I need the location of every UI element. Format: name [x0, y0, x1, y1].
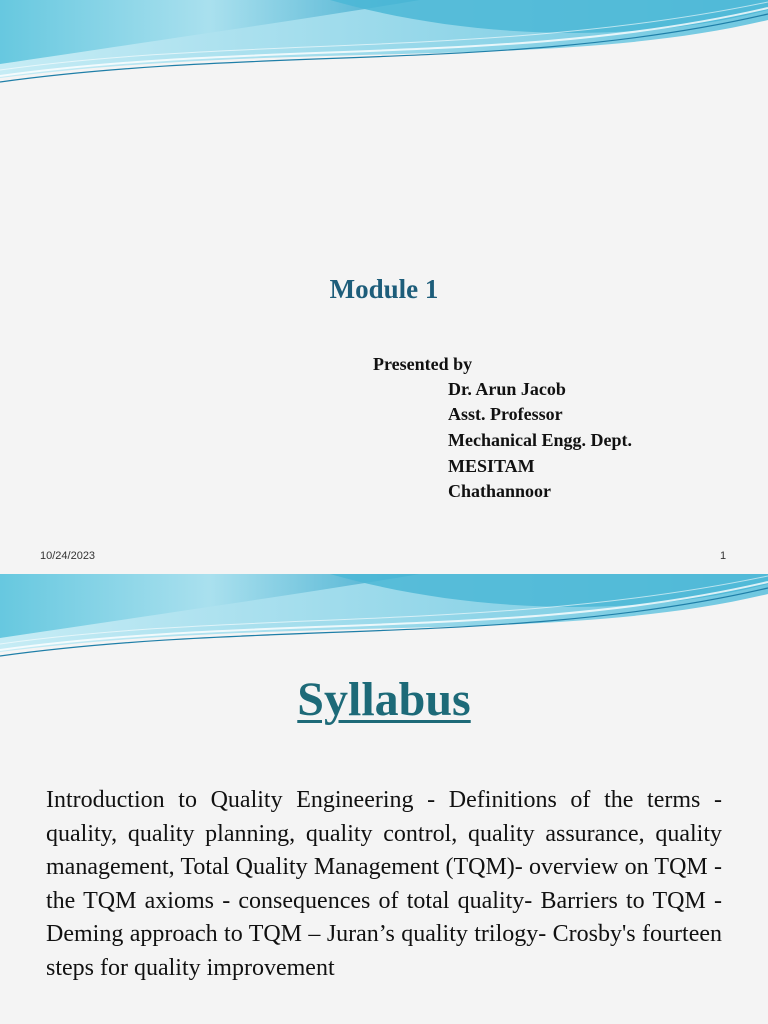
- presenter-institution: MESITAM: [448, 456, 535, 476]
- syllabus-title: Syllabus: [297, 673, 471, 726]
- syllabus-body-text: Introduction to Quality Engineering - Definitions of the terms - quality, quality planning, quality control, quality assurance, quality management, Total Quality Management (TQM)- overview on TQM - the TQM axioms - consequences of total quality- Barriers to TQM - Deming approach to TQM – Juran’s quality trilogy- Crosby's fourteen steps for quality improvement: [46, 787, 722, 981]
- presenter-department: Mechanical Engg. Dept.: [448, 430, 632, 450]
- header-wave-decoration: [0, 574, 768, 674]
- presented-by-label: Presented by: [373, 354, 473, 374]
- page-number: 1: [720, 550, 727, 562]
- slide-syllabus: [0, 574, 768, 1024]
- presenter-location: Chathannoor: [448, 481, 552, 501]
- presenter-name: Dr. Arun Jacob: [448, 379, 566, 399]
- module-title: Module 1: [329, 274, 439, 304]
- footer-date: 10/24/2023: [40, 550, 96, 562]
- header-wave-decoration: [0, 0, 768, 100]
- presenter-role: Asst. Professor: [448, 404, 563, 424]
